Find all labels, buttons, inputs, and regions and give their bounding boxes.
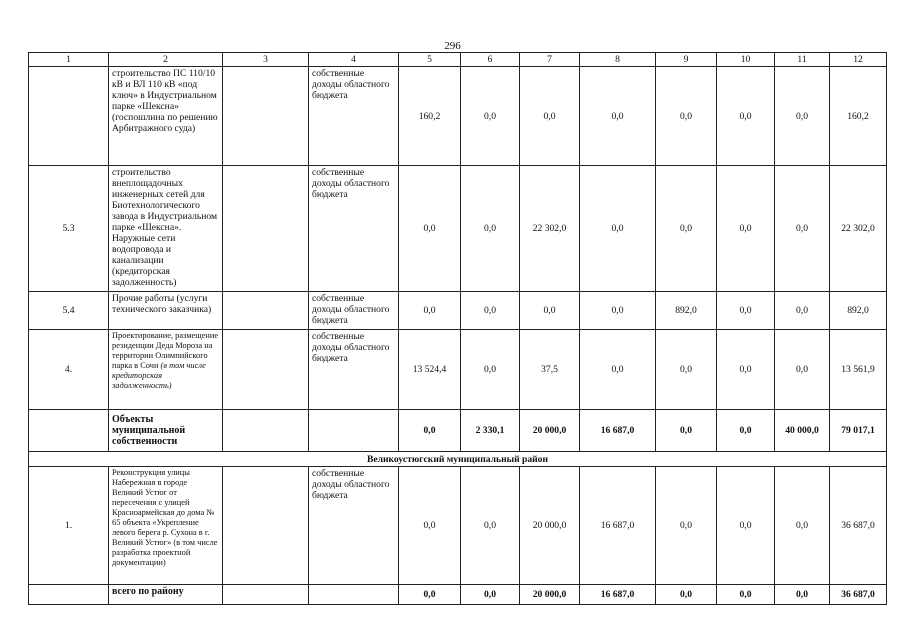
- row-number: [29, 67, 109, 166]
- value-cell: 0,0: [717, 467, 775, 585]
- value-cell: 0,0: [656, 330, 717, 410]
- funding-source: собственные доходы областного бюджета: [309, 330, 399, 410]
- object-name: Реконструкция улицы Набережная в городе Великий Устюг от пересечения с улицей Красноармейская до дома № 65 объекта «Укрепление левого берега р. Сухона в г. Великий Устюг» (в том числе разработка проектной документации): [109, 467, 223, 585]
- empty-cell: [29, 585, 109, 605]
- row-number: 1.: [29, 467, 109, 585]
- value-cell: 160,2: [399, 67, 461, 166]
- total-value: 0,0: [717, 410, 775, 452]
- value-cell: 0,0: [775, 330, 830, 410]
- value-cell: 0,0: [520, 67, 580, 166]
- value-cell: 0,0: [775, 467, 830, 585]
- value-cell: 0,0: [717, 292, 775, 330]
- value-cell: 0,0: [717, 67, 775, 166]
- page-number: 296: [444, 40, 461, 52]
- column-number-row: [29, 53, 887, 67]
- funding-source: собственные доходы областного бюджета: [309, 292, 399, 330]
- column-header: 6: [461, 53, 520, 67]
- row-number: 5.4: [29, 292, 109, 330]
- column-header: 3: [223, 53, 309, 67]
- value-cell: 0,0: [580, 166, 656, 292]
- empty-cell: [223, 292, 309, 330]
- empty-cell: [309, 585, 399, 605]
- value-cell: 0,0: [775, 166, 830, 292]
- value-cell: 16 687,0: [580, 467, 656, 585]
- value-cell: 0,0: [717, 166, 775, 292]
- value-cell: 0,0: [461, 330, 520, 410]
- value-cell: 0,0: [656, 467, 717, 585]
- row-number: 5.3: [29, 166, 109, 292]
- column-header: 9: [656, 53, 717, 67]
- object-name: строительство внеплощадочных инженерных сетей для Биотехнологического завода в Индустриальном парке «Шексна». Наружные сети водопровода и канализации (кредиторская задолженность): [109, 166, 223, 292]
- empty-cell: [309, 410, 399, 452]
- funding-source: собственные доходы областного бюджета: [309, 67, 399, 166]
- column-header: 8: [580, 53, 656, 67]
- region-total-row: [29, 585, 887, 605]
- column-header: 4: [309, 53, 399, 67]
- value-cell: 0,0: [399, 292, 461, 330]
- empty-cell: [223, 166, 309, 292]
- total-value: 0,0: [399, 585, 461, 605]
- total-value: 0,0: [461, 585, 520, 605]
- total-label: всего по району: [109, 585, 223, 605]
- value-cell: 892,0: [830, 292, 887, 330]
- empty-cell: [223, 467, 309, 585]
- value-cell: 0,0: [580, 67, 656, 166]
- empty-cell: [29, 410, 109, 452]
- region-header-row: [29, 452, 887, 467]
- total-value: 16 687,0: [580, 585, 656, 605]
- empty-cell: [223, 585, 309, 605]
- table-row: [29, 467, 887, 585]
- table-row: [29, 330, 887, 410]
- value-cell: 0,0: [717, 330, 775, 410]
- budget-table: [28, 52, 887, 605]
- total-value: 0,0: [656, 585, 717, 605]
- funding-source: собственные доходы областного бюджета: [309, 467, 399, 585]
- column-header: 12: [830, 53, 887, 67]
- object-note: (в том числе кредиторская задолженность): [112, 361, 206, 390]
- value-cell: 0,0: [520, 292, 580, 330]
- table-row: [29, 166, 887, 292]
- value-cell: 0,0: [461, 292, 520, 330]
- table-row: [29, 67, 887, 166]
- total-value: 2 330,1: [461, 410, 520, 452]
- empty-cell: [223, 410, 309, 452]
- value-cell: 0,0: [461, 467, 520, 585]
- value-cell: 13 561,9: [830, 330, 887, 410]
- column-header: 5: [399, 53, 461, 67]
- value-cell: 0,0: [775, 292, 830, 330]
- value-cell: 0,0: [399, 467, 461, 585]
- object-name: строительство ПС 110/10 кВ и ВЛ 110 кВ «под ключ» в Индустриальном парке «Шексна» (госпошлина по решению Арбитражного суда): [109, 67, 223, 166]
- row-number: 4.: [29, 330, 109, 410]
- empty-cell: [223, 67, 309, 166]
- value-cell: 13 524,4: [399, 330, 461, 410]
- municipal-total-row: [29, 410, 887, 452]
- object-name: [109, 330, 223, 410]
- total-value: 40 000,0: [775, 410, 830, 452]
- value-cell: 160,2: [830, 67, 887, 166]
- total-value: 20 000,0: [520, 585, 580, 605]
- column-header: 11: [775, 53, 830, 67]
- column-header: 2: [109, 53, 223, 67]
- total-value: 0,0: [717, 585, 775, 605]
- value-cell: 36 687,0: [830, 467, 887, 585]
- total-value: 36 687,0: [830, 585, 887, 605]
- value-cell: 37,5: [520, 330, 580, 410]
- total-value: 20 000,0: [520, 410, 580, 452]
- value-cell: 0,0: [580, 292, 656, 330]
- region-title: Великоустюгский муниципальный район: [29, 452, 887, 467]
- value-cell: 892,0: [656, 292, 717, 330]
- total-value: 79 017,1: [830, 410, 887, 452]
- value-cell: 0,0: [656, 166, 717, 292]
- value-cell: 0,0: [399, 166, 461, 292]
- column-header: 1: [29, 53, 109, 67]
- value-cell: 0,0: [461, 67, 520, 166]
- value-cell: 0,0: [461, 166, 520, 292]
- column-header: 10: [717, 53, 775, 67]
- value-cell: 22 302,0: [520, 166, 580, 292]
- total-value: 0,0: [399, 410, 461, 452]
- total-value: 0,0: [656, 410, 717, 452]
- total-label: Объекты муниципальной собственности: [109, 410, 223, 452]
- object-name-text: Проектирование, размещение резиденции Деда Мороза на территории Олимпийского парка в Сочи: [112, 331, 219, 370]
- value-cell: 0,0: [775, 67, 830, 166]
- value-cell: 20 000,0: [520, 467, 580, 585]
- value-cell: 22 302,0: [830, 166, 887, 292]
- funding-source: собственные доходы областного бюджета: [309, 166, 399, 292]
- column-header: 7: [520, 53, 580, 67]
- empty-cell: [223, 330, 309, 410]
- object-name: Прочие работы (услуги технического заказчика): [109, 292, 223, 330]
- total-value: 16 687,0: [580, 410, 656, 452]
- total-value: 0,0: [775, 585, 830, 605]
- value-cell: 0,0: [580, 330, 656, 410]
- table-row: [29, 292, 887, 330]
- value-cell: 0,0: [656, 67, 717, 166]
